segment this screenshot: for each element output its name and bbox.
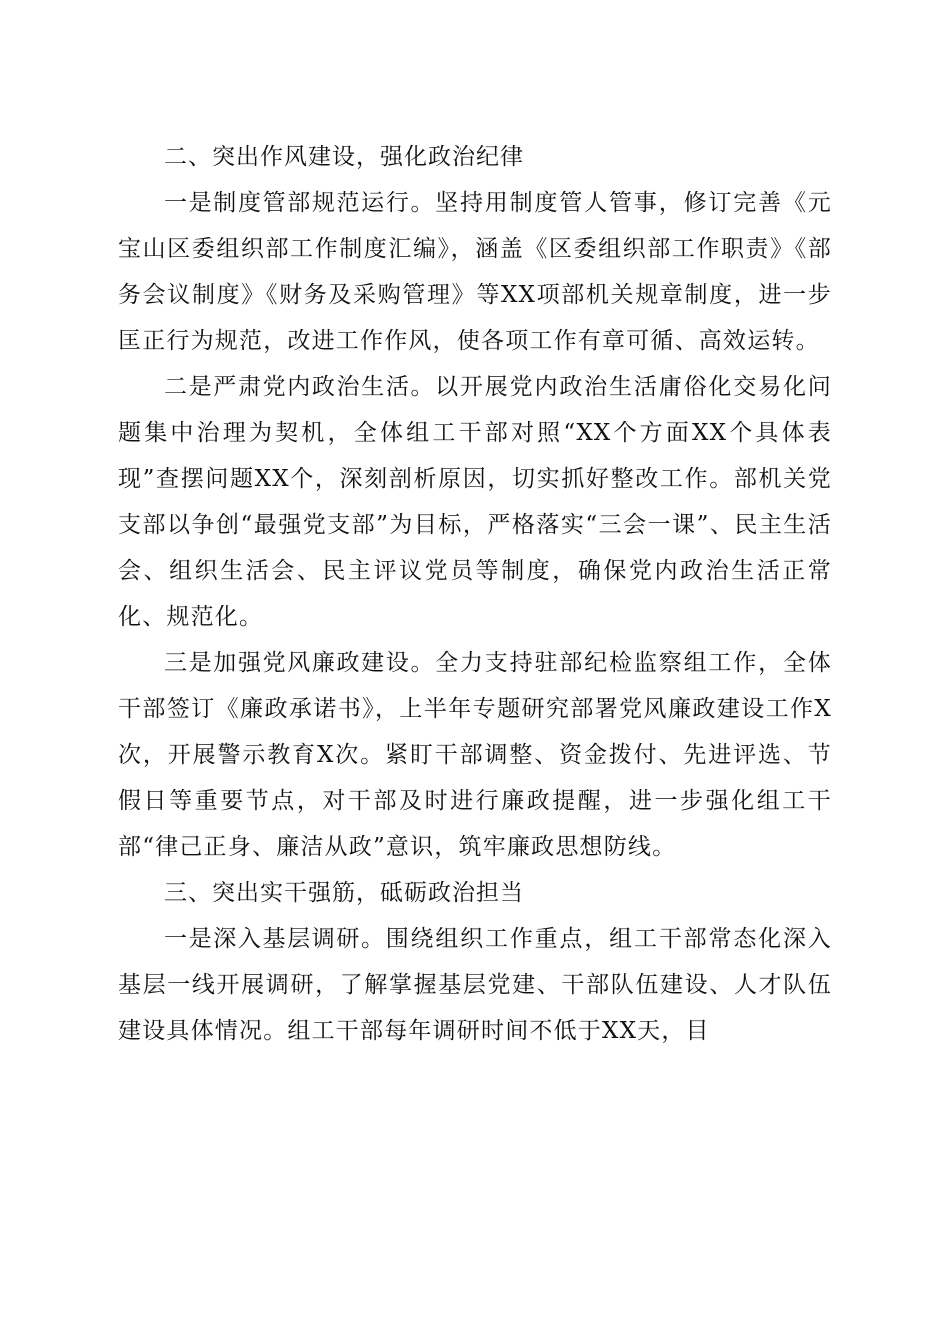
section-heading-3: 三、突出实干强筋，砥砺政治担当 xyxy=(164,880,524,906)
document-body xyxy=(118,134,832,1054)
paragraph-3 xyxy=(118,640,832,870)
paragraph-text: 围绕组织工作重点，组工干部常态化深入基层一线开展调研，了解掌握基层党建、干部队伍建设、人才队伍建设具体情况。组工干部每年调研时间不低于XX天，目 xyxy=(118,926,833,1044)
paragraph-2 xyxy=(118,364,832,640)
paragraph-lead: 一是制度管部规范运行。 xyxy=(164,190,436,216)
paragraph-text: 以开展党内政治生活庸俗化交易化问题集中治理为契机，全体组工干部对照“XX个方面XX个具体表现”查摆问题XX个，深刻剖析原因，切实抓好整改工作。部机关党支部以争创“最强党支部”为目标，严格落实“三会一课”、民主生活会、组织生活会、民主评议党员等制度，确保党内政治生活正常化、规范化。 xyxy=(118,374,832,630)
paragraph-lead: 三是加强党风廉政建设。 xyxy=(164,650,436,676)
paragraph-lead: 二是严肃党内政治生活。 xyxy=(164,374,436,400)
paragraph-text: 坚持用制度管人管事，修订完善《元宝山区委组织部工作制度汇编》，涵盖《区委组织部工作职责》《部务会议制度》《财务及采购管理》等XX项部机关规章制度，进一步匡正行为规范，改进工作作风，使各项工作有章可循、高效运转。 xyxy=(118,190,832,354)
paragraph-lead: 一是深入基层调研。 xyxy=(164,926,386,952)
paragraph-1 xyxy=(118,180,832,364)
paragraph-4 xyxy=(118,916,832,1054)
section-heading-2: 二、突出作风建设，强化政治纪律 xyxy=(164,144,524,170)
paragraph-text: 全力支持驻部纪检监察组工作，全体干部签订《廉政承诺书》，上半年专题研究部署党风廉政建设工作X次，开展警示教育X次。紧盯干部调整、资金拨付、先进评选、节假日等重要节点，对干部及时进行廉政提醒，进一步强化组工干部“律己正身、廉洁从政”意识，筑牢廉政思想防线。 xyxy=(118,650,832,860)
